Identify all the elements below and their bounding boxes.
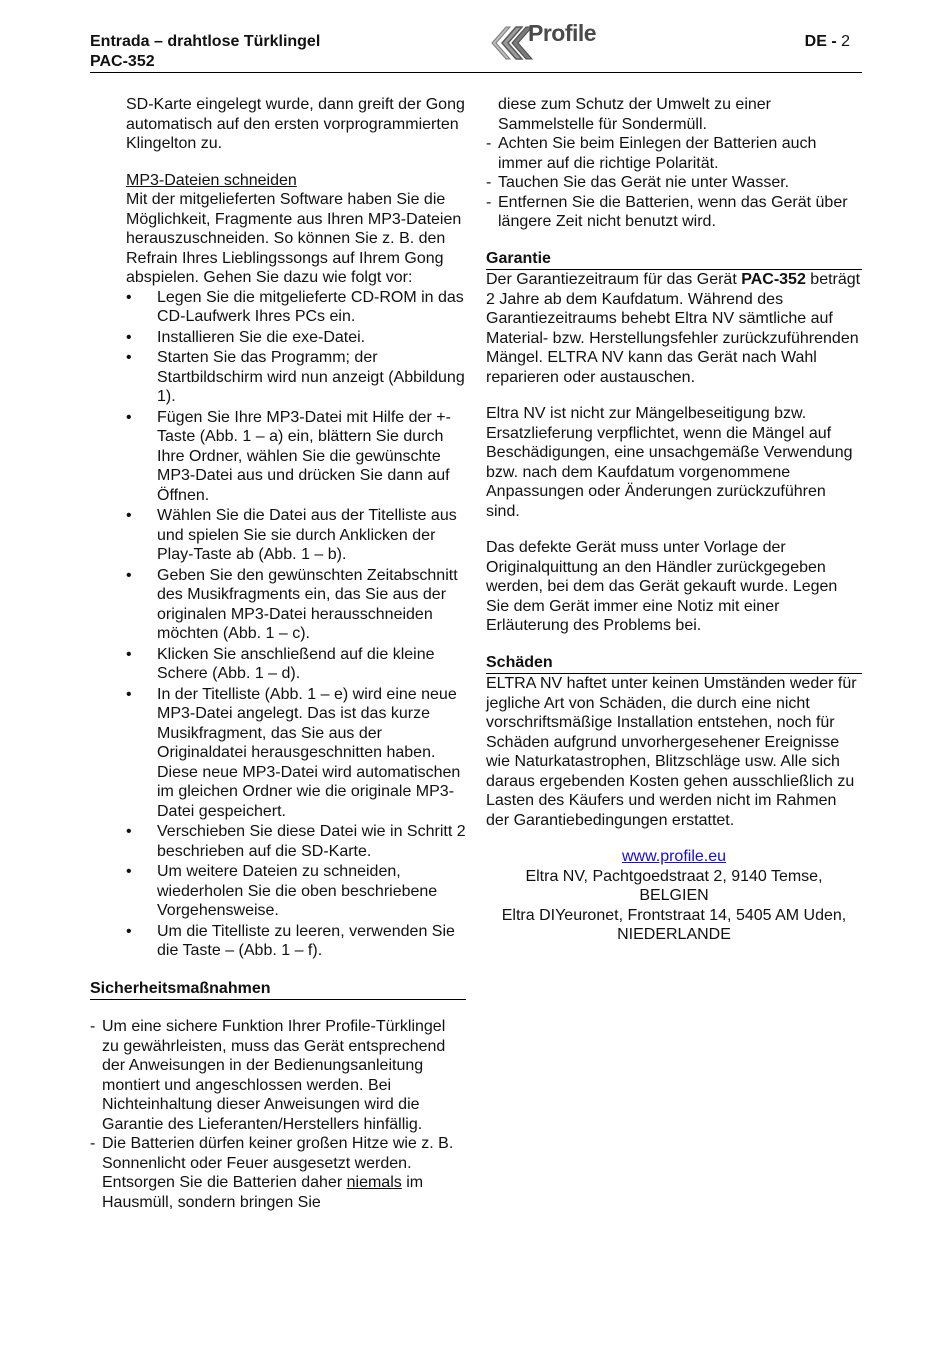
list-item: • Wählen Sie die Datei aus der Titelliste aus und spielen Sie sie durch Anklicken der Play-Taste ab (Abb. 1 – b). [126, 506, 466, 565]
intro-paragraph: SD-Karte eingelegt wurde, dann greift der Gong automatisch auf den ersten vorprogrammierten Klingelton zu. [126, 96, 465, 152]
warranty-paragraph-1 [486, 270, 862, 387]
document-model: PAC-352 [90, 53, 155, 70]
safety-2-start: Die Batterien dürfen keiner großen Hitze wie z. B. Sonnenlicht oder Feuer ausgesetzt werden. Entsorgen Sie die Batterien daher [102, 1135, 454, 1191]
profile-logo [488, 16, 600, 70]
address-belgium: Eltra NV, Pachtgoedstraat 2, 9140 Temse, [525, 867, 823, 885]
website-link[interactable]: www.profile.eu [621, 848, 727, 865]
warranty-paragraph-2: Eltra NV ist nicht zur Mängelbeseitigung bzw. Ersatzlieferung verpflichtet, wenn die Mängel auf Beschädigungen, eine unsachgemäße Verwendung bzw. nach dem Kaufdatum vorgenommene Anpassungen oder Änderungen zurückzuführen sind. [486, 405, 853, 520]
safety-list-continued [486, 134, 862, 232]
address-netherlands: Eltra DIYeuronet, Frontstraat 14, 5405 AM Uden, [501, 906, 847, 924]
warranty-p1-end: beträgt 2 Jahre ab dem Kaufdatum. Während des Garantiezeitraums behebt Eltra NV sämtliche auf Material- bzw. Herstellungsfehler zurückzuführenden Mängel. ELTRA NV kann das Gerät nach Wahl reparieren oder austauschen. [486, 271, 861, 386]
list-item: • Um weitere Dateien zu schneiden, wiederholen Sie die oben beschriebene Vorgehensweise. [126, 862, 466, 921]
list-item: • In der Titelliste (Abb. 1 – e) wird eine neue MP3-Datei angelegt. Das ist das kurze Musikfragment, das Sie aus der Originaldatei herausgeschnitten haben. Diese neue MP3-Datei wird automatischen im gleichen Ordner wie die originale MP3-Datei gespeichert. [126, 685, 466, 822]
country-belgium: BELGIEN [639, 887, 709, 904]
document-title: Entrada – drahtlose Türklingel [90, 33, 321, 50]
mp3-paragraph: Mit der mitgelieferten Software haben Sie die Möglichkeit, Fragmente aus Ihren MP3-Dateien herauszuschneiden. So können Sie z. B. den Refrain Ihres Lieblingssongs auf Ihrem Gong abspielen. Gehen Sie dazu wie folgt vor: [126, 191, 462, 286]
list-item: • Starten Sie das Programm; der Startbildschirm wird nun anzeigt (Abbildung 1). [126, 348, 466, 407]
list-item: • Fügen Sie Ihre MP3-Datei mit Hilfe der +-Taste (Abb. 1 – a) ein, blättern Sie durch Ihre Ordner, wählen Sie die gewünschte MP3-Datei aus und drücken Sie dann auf Öffnen. [126, 408, 466, 506]
list-item: - Um eine sichere Funktion Ihrer Profile-Türklingel zu gewährleisten, muss das Gerät entsprechend der Anweisungen in der Bedienungsanleitung montiert und angeschlossen werden. Bei Nichteinhaltung dieser Anweisungen wird die Garantie des Lieferanten/Herstellers hinfällig. [90, 1017, 466, 1134]
damage-heading: Schäden [486, 653, 862, 675]
safety-continued: diese zum Schutz der Umwelt zu einer Sammelstelle für Sondermüll. [498, 96, 771, 133]
list-item: - Entfernen Sie die Batterien, wenn das Gerät über längere Zeit nicht benutzt wird. [486, 193, 862, 232]
mp3-heading: MP3-Dateien schneiden [126, 171, 297, 189]
page-number [805, 32, 850, 52]
safety-2-emphasis: niemals [346, 1174, 402, 1191]
warranty-p1-start: Der Garantiezeitraum für das Gerät [486, 271, 737, 288]
list-item: - Tauchen Sie das Gerät nie unter Wasser. [486, 173, 862, 193]
warranty-paragraph-3: Das defekte Gerät muss unter Vorlage der Originalquittung an den Händler zurückgegeben werden, bei dem das Gerät gekauft wurde. Legen Sie dem Gerät immer eine Notiz mit einer Erläuterung des Problems bei. [486, 539, 838, 634]
list-item: • Klicken Sie anschließend auf die kleine Schere (Abb. 1 – d). [126, 645, 466, 684]
list-item: • Installieren Sie die exe-Datei. [126, 328, 466, 348]
contact-block [486, 847, 862, 945]
page-header [90, 20, 862, 73]
country-netherlands: NIEDERLANDE [617, 926, 731, 943]
left-column [90, 95, 466, 1212]
page-prefix: DE - [804, 33, 837, 50]
warranty-heading: Garantie [486, 249, 862, 271]
list-item: • Geben Sie den gewünschten Zeitabschnitt des Musikfragments ein, das Sie aus der originalen MP3-Datei herausschneiden möchten (Abb. 1 – c). [126, 566, 466, 644]
warranty-p1-model: PAC-352 [741, 271, 806, 288]
logo-text: Profile [528, 20, 597, 46]
list-item: • Legen Sie die mitgelieferte CD-ROM in das CD-Laufwerk Ihres PCs ein. [126, 288, 466, 327]
list-item: - Achten Sie beim Einlegen der Batterien auch immer auf die richtige Polarität. [486, 134, 862, 173]
mp3-steps-list [90, 288, 466, 961]
safety-list [90, 1017, 466, 1212]
safety-2-end: im Hausmüll, sondern bringen Sie [102, 1174, 424, 1211]
right-column [486, 95, 862, 945]
list-item: • Verschieben Sie diese Datei wie in Schritt 2 beschrieben auf die SD-Karte. [126, 822, 466, 861]
damage-paragraph: ELTRA NV haftet unter keinen Umständen weder für jegliche Art von Schäden, die durch eine nicht vorschriftsmäßige Installation entstehen, noch für Schäden aufgrund unvorhergesehener Ereignisse wie Naturkatastrophen, Blitzschläge usw. Alle sich daraus ergebenden Kosten gehen ausschließlich zu Lasten des Käufers und werden nicht im Rahmen der Garantiebedingungen erstattet. [486, 675, 857, 829]
page-number-value: 2 [841, 33, 850, 50]
list-item: • Um die Titelliste zu leeren, verwenden Sie die Taste – (Abb. 1 – f). [126, 922, 466, 961]
safety-heading: Sicherheitsmaßnahmen [90, 979, 466, 1001]
list-item [90, 1134, 466, 1212]
